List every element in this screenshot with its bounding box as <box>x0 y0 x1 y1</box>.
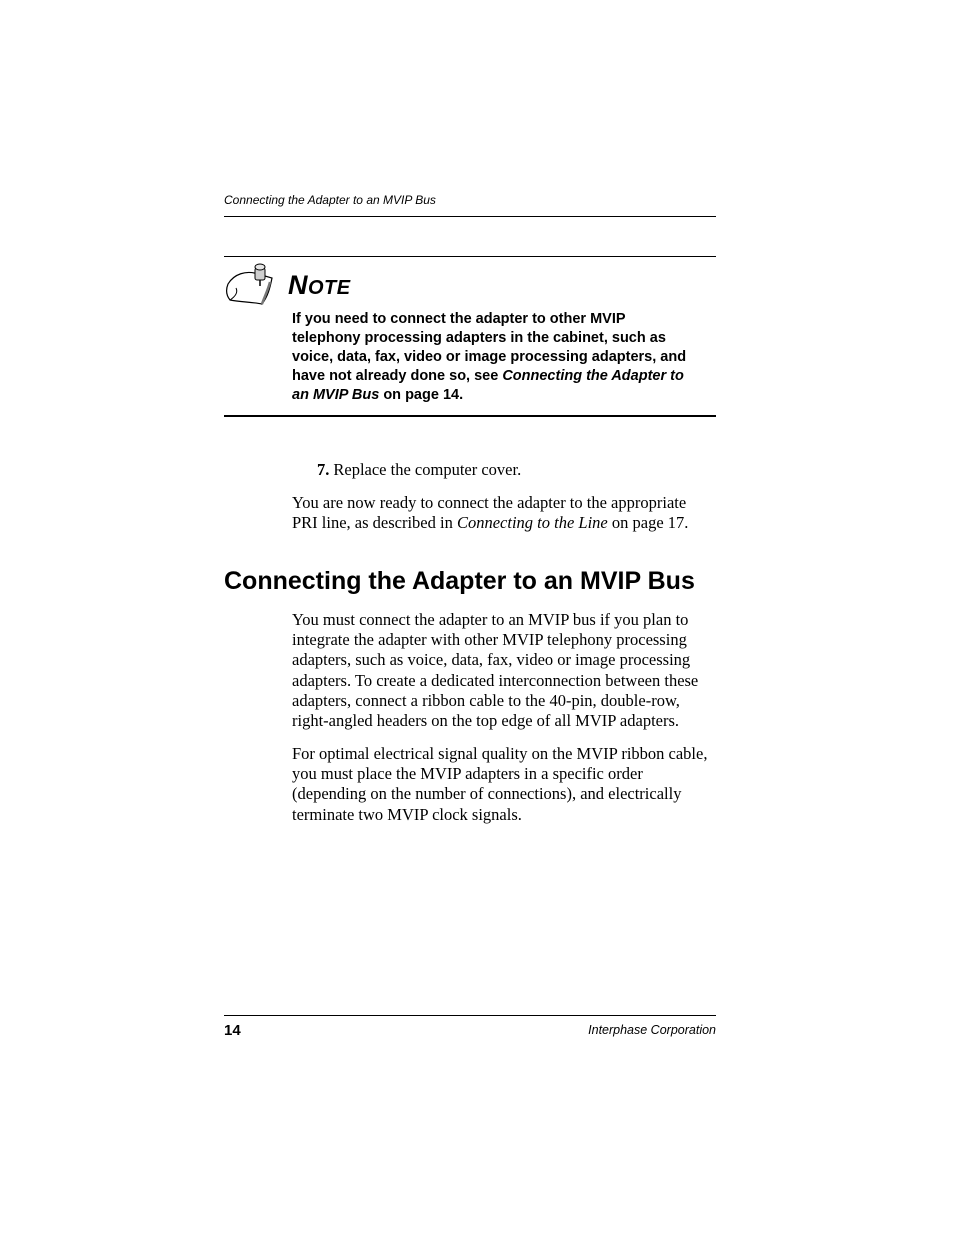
note-line-3: voice, data, fax, video or image processing adapters, and <box>292 349 687 365</box>
running-header: Connecting the Adapter to an MVIP Bus <box>224 193 436 207</box>
para1-line-2: integrate the adapter with other MVIP telephony processing <box>292 630 687 650</box>
intro-line-2 <box>292 513 716 533</box>
para2-line-4: terminate two MVIP clock signals. <box>292 804 522 824</box>
note-line-4 <box>292 367 716 386</box>
note-title-rest: OTE <box>308 277 351 299</box>
para1-line-6: right-angled headers on the top edge of all MVIP adapters. <box>292 711 680 731</box>
footer-rule <box>224 1015 716 1016</box>
note-xref-link-part2[interactable]: an MVIP Bus <box>292 387 380 403</box>
step-number: 7. <box>317 460 330 479</box>
section-paragraph-1 <box>292 610 716 731</box>
note-title-cap: N <box>288 270 308 300</box>
footer-company: Interphase Corporation <box>588 1023 716 1037</box>
step-item <box>317 460 521 480</box>
para2-line-3: (depending on the number of connections), and electrically <box>292 784 682 804</box>
note-xref-link-part1[interactable]: Connecting the Adapter to <box>502 368 684 384</box>
section-heading: Connecting the Adapter to an MVIP Bus <box>224 567 695 595</box>
para1-line-1: You must connect the adapter to an MVIP bus if you plan to <box>292 610 689 629</box>
note-title <box>288 270 351 303</box>
note-line-5-suffix: on page 14. <box>379 387 464 403</box>
header-rule <box>224 216 716 217</box>
intro-line-2-suffix: on page 17. <box>607 513 689 533</box>
note-line-1: If you need to connect the adapter to other MVIP <box>292 311 626 327</box>
intro-line-1: You are now ready to connect the adapter to the appropriate <box>292 493 687 512</box>
intro-xref-link[interactable]: Connecting to the Line <box>456 513 608 533</box>
intro-paragraph <box>292 493 716 533</box>
note-body <box>292 310 716 405</box>
note-paper-pin-icon <box>224 262 276 308</box>
intro-line-2-prefix: PRI line, as described in <box>292 513 457 533</box>
step-text: Replace the computer cover. <box>333 460 522 479</box>
para1-line-4: adapters. To create a dedicated interconnection between these <box>292 670 699 690</box>
note-line-5 <box>292 386 716 405</box>
note-line-4-prefix: have not already done so, see <box>292 368 503 384</box>
section-paragraph-2 <box>292 744 716 825</box>
note-line-2: telephony processing adapters in the cabinet, such as <box>292 330 666 346</box>
page-number: 14 <box>224 1022 241 1039</box>
para1-line-5: adapters, connect a ribbon cable to the 40-pin, double-row, <box>292 690 680 710</box>
para2-line-2: you must place the MVIP adapters in a specific order <box>292 764 643 784</box>
note-top-rule <box>224 256 716 257</box>
para1-line-3: adapters, such as voice, data, fax, video or image processing <box>292 650 691 670</box>
note-bottom-rule <box>224 415 716 417</box>
para2-line-1: For optimal electrical signal quality on the MVIP ribbon cable, <box>292 744 708 763</box>
